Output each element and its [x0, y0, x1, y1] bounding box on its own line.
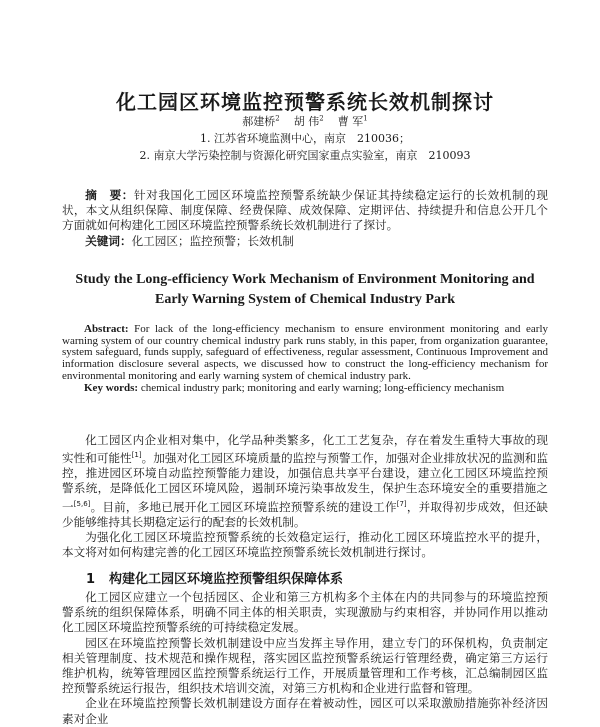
affiliation: 2. 南京大学污染控制与资源化研究国家重点实验室，南京 210093 [139, 149, 471, 162]
english-title: Study the Long-efficiency Work Mechanism of Environment Monitoring and Early Warning System of Chemical Industry Park [75, 272, 535, 307]
paper-title: 化工园区环境监控预警系统长效机制探讨 [116, 90, 494, 114]
author: 曹 军$^1$ [337, 114, 368, 128]
affiliation: 1. 江苏省环境监测中心，南京 210036； [200, 132, 410, 145]
abstract-en [62, 324, 548, 394]
author-list [62, 113, 548, 129]
paragraph: 为强化化工园区环境监控预警系统的长效稳定运行，推动化工园区环境监控水平的提升，本文将对如何构建完善的化工园区环境监控预警系统长效机制进行探讨。 [62, 529, 548, 560]
abstract-label: Abstract: [84, 323, 129, 335]
section-body [62, 590, 548, 727]
author: 郝建桥$^2$ [242, 114, 280, 128]
introduction [62, 433, 548, 560]
section-title: 构建化工园区环境监控预警组织保障体系 [109, 572, 344, 587]
section-heading [62, 568, 548, 587]
paragraph: 园区在环境监控预警长效机制建设中应当发挥主导作用，建立专门的环保机构，负责制定相关管理制度、技术规范和操作规程，落实园区监控预警系统运行管理经费，确定第三方运行维护机构，统筹管理园区监控预警系统运行工作，开展质量管理和工作考核，汇总编制园区监控预警系统运行报告，组织技术培训交流，对第三方机构和企业进行监督和管理。 [62, 635, 548, 696]
author: 胡 伟$^2$ [293, 114, 324, 128]
abstract-label: 摘 要： [85, 188, 134, 202]
keywords-text: 化工园区；监控预警；长效机制 [131, 233, 294, 248]
keywords-text: chemical industry park; monitoring and early warning; long-efficiency mechanism [140, 381, 505, 394]
section-number: 1 [86, 572, 96, 587]
keywords-label: Key words: [84, 381, 139, 394]
abstract-text: 针对我国化工园区环境监控预警系统缺少保证其持续稳定运行的长效机制的现状，本文从组织保障、制度保障、经费保障、成效保障、定期评估、持续提升和信息公开几个方面就如何构建化工园区环境监控预警系统长效机制进行了探讨。 [62, 188, 548, 233]
keywords-label: 关键词： [85, 233, 132, 248]
paragraph: 化工园区应建立一个包括园区、企业和第三方机构多个主体在内的共同参与的环境监控预警系统的组织保障体系，明确不同主体的相关职责，实现激励与约束相容，并协同作用以推动化工园区环境监控预警系统的可持续稳定发展。 [62, 590, 548, 635]
abstract-cn [62, 188, 548, 249]
paragraph: 企业在环境监控预警长效机制建设方面存在着被动性，园区可以采取激励措施弥补经济因素对企业 [62, 696, 548, 726]
abstract-text: For lack of the long-efficiency mechanism to ensure environment monitoring and early warning system of our country chemical industry park runs stably, in this paper, from organization guarantee, system safeguard, funds supply, safeguard of effectiveness, regular assessment, Continuous Improvement and information disclosure several aspects, we discussed how to construct the long-efficiency mechanism for environmental monitoring and early warning system of chemical industry park. [62, 323, 549, 382]
paragraph: 化工园区内企业相对集中，化学品种类繁多，化工工艺复杂，存在着发生重特大事故的现实性和可能性[1]。加强对化工园区环境质量的监控与预警工作，加强对企业排放状况的监测和监控，推进园区环境自动监控预警能力建设，加强信息共享平台建设，建立化工园区环境监控预警系统，是降低化工园区环境风险，遏制环境污染事故发生，保护生态环境安全的重要措施之一[5,6]。目前，多地已展开化工园区环境监控预警系统的建设工作[7]，并取得初步成效，但还缺少能够维持其长期稳定运行的配套的长效机制。 [62, 433, 548, 529]
